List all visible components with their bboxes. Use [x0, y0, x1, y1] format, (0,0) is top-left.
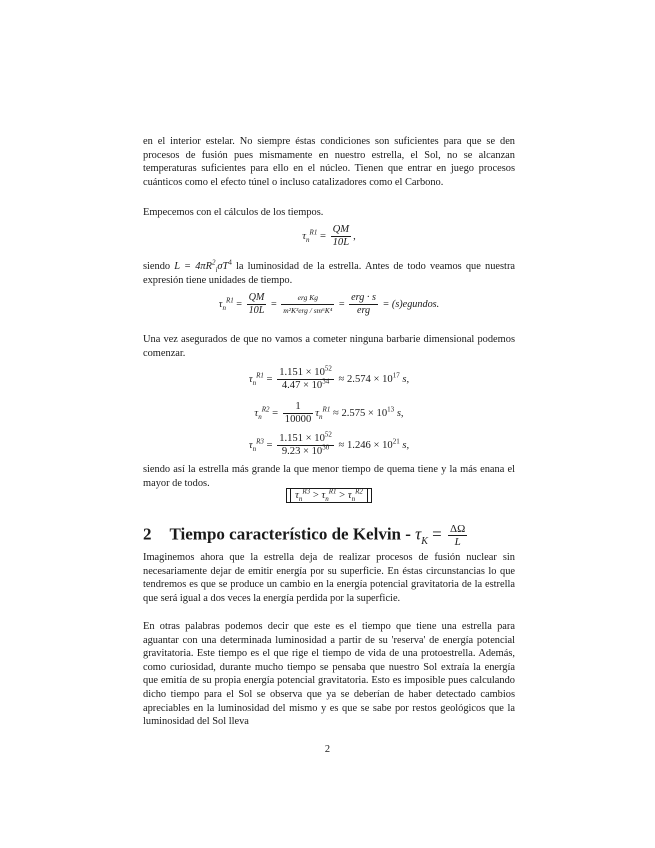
equation-result-r1: $\tau_n^{R1}$ = $\frac{1.151 \times 10^{52}}{4.47 \times 10^{34}}$ ≈ $2.574 \times 10^{17}$ s, [248, 364, 410, 391]
paragraph-dimensional-check: Una vez asegurados de que no vamos a cometer ninguna barbarie dimensional podemos comenzar. [143, 334, 515, 359]
page-number: 2 [324, 744, 331, 755]
paragraph-luminosity: siendo $L = 4\pi R^2_i\sigma T^4$ la luminosidad de la estrella. Antes de todo veamos que nuestra expresión tiene unidades de tiempo. [143, 258, 516, 286]
section-heading-kelvin: 2 Tiempo característico de Kelvin - $\tau_K$ = $\frac{\Delta\Omega}{L}$ [143, 523, 466, 548]
equation-result-r2: $\tau_n^{R2}$ = $\frac{1}{10000}$ $\tau_n^{R1} \approx 2.575 \times 10^{13}$ s, [254, 401, 404, 425]
paragraph-start-calculations: Empecemos con el cálculos de los tiempos. [143, 207, 324, 218]
paragraph-conclusion: siendo así la estrella más grande la que menor tiempo de quema tiene y la más enana el mayor de todos. [143, 464, 515, 489]
equation-boxed-ordering: $\tau_n^{R3} > \tau_n^{R1} > \tau_n^{R2}$ [143, 488, 515, 503]
paragraph-kelvin-time: En otras palabras podemos decir que este es el tiempo que tiene una estrella para aguantar con una determinada luminosidad a partir de su 'reserva' de energía potencial gravitatoria. Este tiempo es el que rige el tiempo de vida de una protoestrella. Además, como curiosidad, durante mucho tiempo se pensaba que nuestro Sol extraía la energía que emitía de su propia energía potencial gravitatoria. Esto es imposible pues calculando dicho tiempo para el Sol se observa que ya se deberían de haber detectado cambios apreciables en la luminosidad del mismo y es que se sabe por restos geológicos que la luminosidad del Sol lleva [143, 621, 515, 728]
paragraph-kelvin-intro: Imaginemos ahora que la estrella deja de realizar procesos de fusión nuclear sin necesariamente dejar de emitir energía por su superficie. En éstas circunstancias lo que tendremos es que se produce un cambio en la energía potencial gravitatoria de la estrella que será igual a dos veces la energía perdida por la superficie. [143, 552, 515, 604]
equation-result-r3: $\tau_n^{R3}$ = $\frac{1.151 \times 10^{52}}{9.23 \times 10^{30}}$ ≈ $1.246 \times 10^{21}$ s, [248, 430, 410, 457]
equation-units-check: $\tau_n^{R1}$ = $\frac{QM}{10L}$ = $\frac{\text{erg Kg}}{\text{m²K³erg / sm⁶K⁴}}$ = $\frac{\text{erg · s}}{\text{erg}}$ = (s)egundos. [218, 292, 440, 316]
paragraph-stellar-interior: en el interior estelar. No siempre éstas condiciones son suficientes para que se den procesos de fusión pues mismamente en nuestro estrella, el Sol, no se alcanzan temperaturas suficientes para ello en el núcleo. Tienen que entrar en juego procesos cuánticos como el efecto túnel o incluso catalizadores como el Carbono. [143, 136, 515, 188]
equation-tau-definition: $\tau_n^{R1}$ = $\frac{QM}{10L}$ , [302, 224, 356, 248]
